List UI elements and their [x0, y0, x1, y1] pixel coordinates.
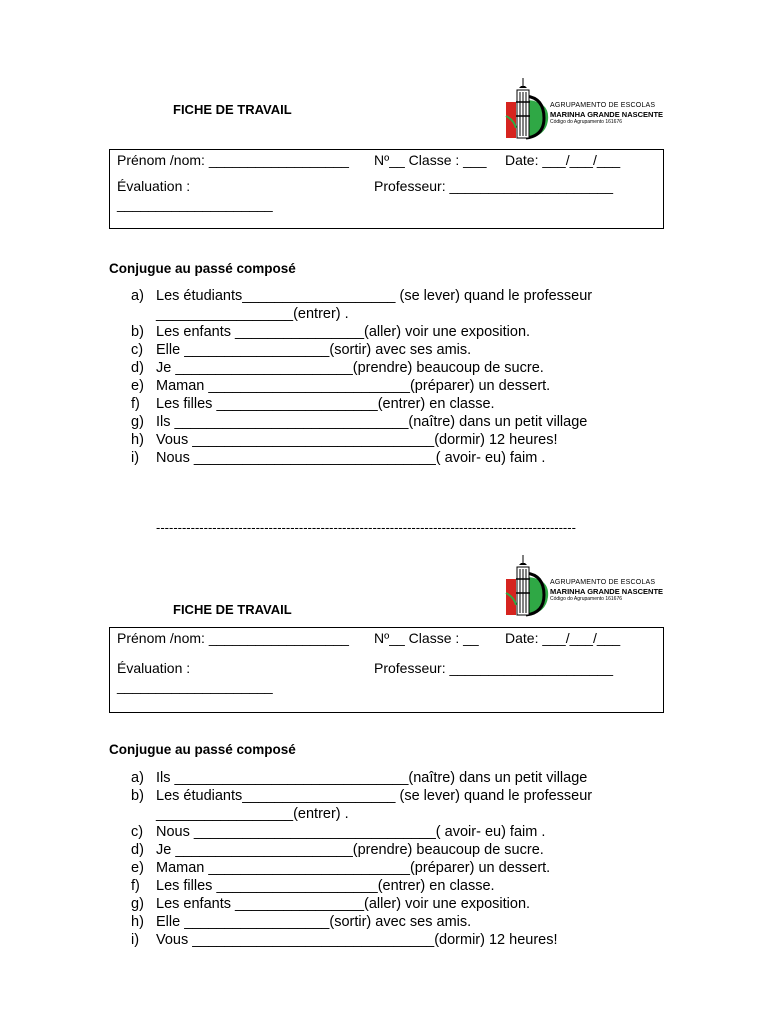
item-marker: a)	[131, 288, 144, 304]
item-continuation: _________________(entrer) .	[156, 306, 349, 322]
school-code: Código do Agrupamento 161676	[550, 596, 623, 602]
sheet2-section-title: Conjugue au passé composé	[109, 742, 296, 757]
exercise-item[interactable]	[128, 341, 592, 359]
teacher-field[interactable]: Professeur: _____________________	[374, 660, 613, 676]
exercise-item[interactable]	[128, 431, 592, 449]
evaluation-label: Évaluation :	[117, 178, 191, 194]
item-continuation: _________________(entrer) .	[156, 806, 349, 822]
item-marker: i)	[131, 450, 140, 466]
school-emblem-icon	[504, 76, 550, 140]
item-marker: i)	[131, 932, 140, 948]
exercise-item[interactable]	[128, 287, 592, 323]
item-text: Les enfants ________________(aller) voir une exposition.	[156, 324, 531, 340]
sheet2-school-logo	[504, 553, 664, 613]
exercise-item[interactable]	[128, 323, 592, 341]
name-field[interactable]: Prénom /nom: __________________	[117, 630, 349, 646]
evaluation-field[interactable]: ____________________	[117, 678, 273, 694]
date-field[interactable]: Date: ___/___/___	[505, 152, 621, 168]
item-marker: e)	[131, 860, 144, 876]
item-marker: g)	[131, 896, 144, 912]
item-text: Je ______________________(prendre) beaucoup de sucre.	[156, 360, 544, 376]
item-marker: g)	[131, 414, 144, 430]
item-text: Maman _________________________(préparer) un dessert.	[156, 378, 551, 394]
school-name-line1: AGRUPAMENTO DE ESCOLAS	[550, 102, 656, 109]
item-text: Je ______________________(prendre) beaucoup de sucre.	[156, 842, 544, 858]
school-name-line1: AGRUPAMENTO DE ESCOLAS	[550, 579, 656, 586]
item-text: Elle __________________(sortir) avec ses amis.	[156, 914, 472, 930]
exercise-item[interactable]	[128, 877, 592, 895]
item-text: Les filles ____________________(entrer) en classe.	[156, 878, 495, 894]
item-text: Nous ______________________________( avoir- eu) faim .	[156, 450, 546, 466]
item-marker: f)	[131, 878, 140, 894]
sheet1-school-logo	[504, 76, 664, 136]
class-field[interactable]: Nº__ Classe : ___	[374, 152, 487, 168]
item-marker: c)	[131, 824, 144, 840]
exercise-item[interactable]	[128, 823, 592, 841]
sheet1-info-box	[109, 149, 664, 229]
exercise-item[interactable]	[128, 413, 592, 431]
item-text: Nous ______________________________( avoir- eu) faim .	[156, 824, 546, 840]
sheet1-section-title: Conjugue au passé composé	[109, 261, 296, 276]
cut-line-divider: -------------------------------------------------------------------------------------------------	[156, 520, 576, 535]
exercise-item[interactable]	[128, 859, 592, 877]
item-marker: d)	[131, 842, 144, 858]
exercise-item[interactable]	[128, 359, 592, 377]
teacher-field[interactable]: Professeur: _____________________	[374, 178, 613, 194]
exercise-item[interactable]	[128, 395, 592, 413]
exercise-item[interactable]	[128, 449, 592, 467]
item-text: Les étudiants___________________ (se lever) quand le professeur	[156, 788, 593, 804]
item-marker: b)	[131, 324, 144, 340]
item-marker: b)	[131, 788, 144, 804]
item-text: Les enfants ________________(aller) voir une exposition.	[156, 896, 531, 912]
item-text: Vous ______________________________(dormir) 12 heures!	[156, 432, 558, 448]
class-field[interactable]: Nº__ Classe : __	[374, 630, 479, 646]
item-marker: d)	[131, 360, 144, 376]
item-text: Elle __________________(sortir) avec ses amis.	[156, 342, 472, 358]
sheet2-exercise-list	[128, 769, 592, 949]
item-text: Vous ______________________________(dormir) 12 heures!	[156, 932, 558, 948]
date-field[interactable]: Date: ___/___/___	[505, 630, 621, 646]
school-name-line2: MARINHA GRANDE NASCENTE	[550, 110, 664, 119]
item-text: Ils _____________________________(naître) dans un petit village	[156, 770, 588, 786]
item-text: Les étudiants___________________ (se lever) quand le professeur	[156, 288, 593, 304]
sheet1-title: FICHE DE TRAVAIL	[173, 102, 292, 117]
item-text: Maman _________________________(préparer) un dessert.	[156, 860, 551, 876]
exercise-item[interactable]	[128, 377, 592, 395]
item-marker: c)	[131, 342, 144, 358]
item-text: Ils _____________________________(naître) dans un petit village	[156, 414, 588, 430]
exercise-item[interactable]	[128, 787, 592, 823]
school-emblem-icon	[504, 553, 550, 617]
item-marker: e)	[131, 378, 144, 394]
item-marker: h)	[131, 914, 144, 930]
exercise-item[interactable]	[128, 931, 592, 949]
sheet2-info-box	[109, 627, 664, 713]
evaluation-field[interactable]: ____________________	[117, 196, 273, 212]
exercise-item[interactable]	[128, 841, 592, 859]
exercise-item[interactable]	[128, 769, 592, 787]
item-text: Les filles ____________________(entrer) en classe.	[156, 396, 495, 412]
school-name-line2: MARINHA GRANDE NASCENTE	[550, 587, 664, 596]
exercise-item[interactable]	[128, 895, 592, 913]
exercise-item[interactable]	[128, 913, 592, 931]
sheet2-title: FICHE DE TRAVAIL	[173, 602, 292, 617]
item-marker: a)	[131, 770, 144, 786]
name-field[interactable]: Prénom /nom: __________________	[117, 152, 349, 168]
evaluation-label: Évaluation :	[117, 660, 191, 676]
sheet1-exercise-list	[128, 287, 592, 467]
item-marker: f)	[131, 396, 140, 412]
school-code: Código do Agrupamento 161676	[550, 119, 623, 125]
item-marker: h)	[131, 432, 144, 448]
